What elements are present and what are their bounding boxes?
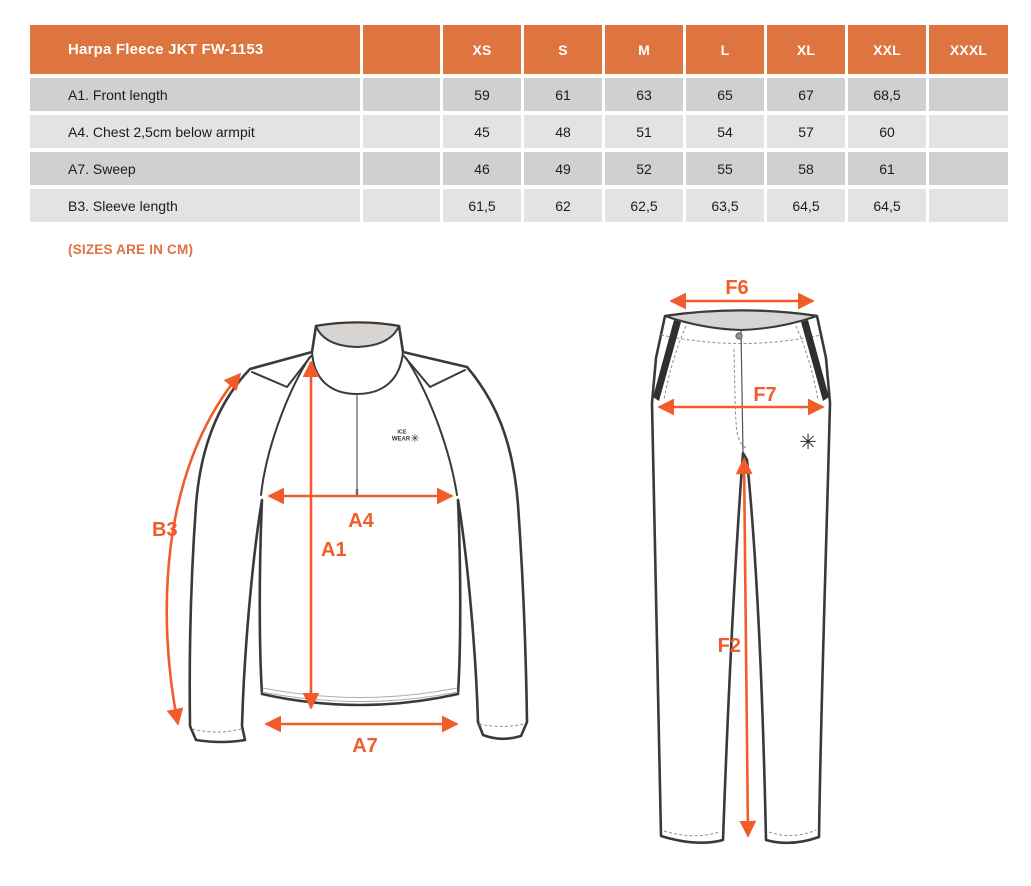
col-header-xxxl: XXXL bbox=[929, 25, 1008, 74]
value-cell: 61,5 bbox=[443, 189, 521, 222]
sizes-in-cm-note: (SIZES ARE IN CM) bbox=[68, 242, 194, 257]
value-cell: 64,5 bbox=[767, 189, 845, 222]
value-cell: 63 bbox=[605, 78, 683, 111]
jacket-logo-line1: ICE bbox=[397, 429, 407, 436]
label-a4: A4 bbox=[348, 510, 374, 532]
label-f2: F2 bbox=[717, 635, 741, 657]
jacket-silhouette bbox=[190, 323, 527, 743]
product-title: Harpa Fleece JKT FW-1153 bbox=[30, 25, 360, 74]
value-cell: 63,5 bbox=[686, 189, 764, 222]
value-cell: 64,5 bbox=[848, 189, 926, 222]
row-label: A7. Sweep bbox=[30, 152, 360, 185]
label-f6: F6 bbox=[725, 277, 749, 299]
value-cell: 49 bbox=[524, 152, 602, 185]
value-cell: 62,5 bbox=[605, 189, 683, 222]
value-cell: 46 bbox=[443, 152, 521, 185]
col-header-xl: XL bbox=[767, 25, 845, 74]
row-label: B3. Sleeve length bbox=[30, 189, 360, 222]
value-cell: 67 bbox=[767, 78, 845, 111]
value-cell: 59 bbox=[443, 78, 521, 111]
col-header-s: S bbox=[524, 25, 602, 74]
col-header-xs: XS bbox=[443, 25, 521, 74]
value-cell: 61 bbox=[524, 78, 602, 111]
label-b3: B3 bbox=[152, 519, 178, 541]
label-a7: A7 bbox=[352, 735, 378, 757]
value-cell: 51 bbox=[605, 115, 683, 148]
value-cell: 65 bbox=[686, 78, 764, 111]
value-cell: 62 bbox=[524, 189, 602, 222]
value-cell: 61 bbox=[848, 152, 926, 185]
value-cell: 57 bbox=[767, 115, 845, 148]
row-label: A1. Front length bbox=[30, 78, 360, 111]
jacket-logo-line2: WEAR bbox=[391, 436, 411, 443]
value-cell: 48 bbox=[524, 115, 602, 148]
jacket-diagram bbox=[152, 323, 527, 758]
jacket-logo-snowflake-icon: ✳ bbox=[410, 433, 420, 445]
pants-silhouette bbox=[652, 311, 830, 843]
value-cell: 54 bbox=[686, 115, 764, 148]
value-cell: 68,5 bbox=[848, 78, 926, 111]
arrow-f2-inseam bbox=[744, 459, 748, 836]
value-cell: 58 bbox=[767, 152, 845, 185]
value-cell: 45 bbox=[443, 115, 521, 148]
col-header-l: L bbox=[686, 25, 764, 74]
label-f7: F7 bbox=[753, 384, 777, 406]
col-header-m: M bbox=[605, 25, 683, 74]
row-label: A4. Chest 2,5cm below armpit bbox=[30, 115, 360, 148]
value-cell: 55 bbox=[686, 152, 764, 185]
col-header-xxl: XXL bbox=[848, 25, 926, 74]
pants-logo-snowflake-icon: ✳ bbox=[799, 431, 817, 454]
label-a1: A1 bbox=[321, 539, 347, 561]
pants-diagram bbox=[652, 277, 830, 843]
value-cell: 60 bbox=[848, 115, 926, 148]
waist-button bbox=[736, 333, 742, 339]
value-cell: 52 bbox=[605, 152, 683, 185]
